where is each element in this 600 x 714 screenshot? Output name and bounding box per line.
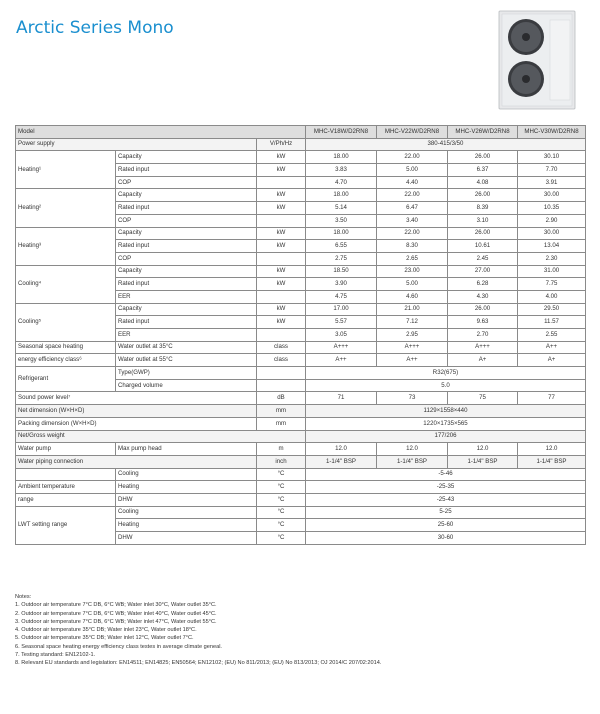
unit-cell: mm — [257, 405, 306, 418]
value-cell: 4.00 — [518, 290, 586, 303]
unit-cell: dB — [257, 392, 306, 405]
note-item: 6. Seasonal space heating energy efficiency class testes in average climate geneal. — [15, 643, 222, 650]
value-cell: 18.50 — [306, 265, 377, 278]
param-cell: Capacity — [116, 151, 257, 164]
unit-cell — [257, 290, 306, 303]
param-cell: Charged volume — [116, 379, 257, 392]
value-cell: 18.00 — [306, 189, 377, 202]
unit-cell: V/Ph/Hz — [257, 138, 306, 151]
value-cell: 1220×1735×565 — [306, 417, 586, 430]
group-label-line: range — [16, 493, 116, 506]
value-cell: 8.30 — [377, 240, 448, 253]
unit-cell — [257, 214, 306, 227]
page-title: Arctic Series Mono — [16, 18, 174, 38]
unit-cell — [257, 329, 306, 342]
unit-cell: kW — [257, 265, 306, 278]
param-cell: Cooling — [116, 506, 257, 519]
unit-cell: class — [257, 354, 306, 367]
value-cell: 27.00 — [448, 265, 518, 278]
unit-cell: kW — [257, 189, 306, 202]
value-cell: 4.30 — [448, 290, 518, 303]
value-cell: 3.05 — [306, 329, 377, 342]
param-cell: COP — [116, 252, 257, 265]
unit-cell: kW — [257, 240, 306, 253]
value-cell: 4.40 — [377, 176, 448, 189]
group-label: Cooling⁵ — [16, 303, 116, 341]
group-label-line: energy efficiency class⁶ — [16, 354, 116, 367]
table-row — [16, 430, 586, 443]
group-label-line: Ambient temperature — [16, 481, 116, 494]
group-label: LWT setting range — [16, 506, 116, 544]
model-name: MHC-V22W/D2RN8 — [377, 126, 448, 139]
param-cell: Heating — [116, 519, 257, 532]
param-cell: Rated input — [116, 240, 257, 253]
value-cell: R32(675) — [306, 367, 586, 380]
table-row — [16, 265, 586, 278]
value-cell: 4.60 — [377, 290, 448, 303]
value-cell: 3.50 — [306, 214, 377, 227]
value-cell: A++ — [306, 354, 377, 367]
value-cell: 26.00 — [448, 303, 518, 316]
group-label-line: Seasonal space heating — [16, 341, 116, 354]
unit-cell: kW — [257, 316, 306, 329]
table-row — [16, 189, 586, 202]
param-cell: Max pump head — [116, 443, 257, 456]
unit-cell: kW — [257, 278, 306, 291]
table-row — [16, 367, 586, 380]
group-label: Refrigerant — [16, 367, 116, 392]
unit-cell: °C — [257, 468, 306, 481]
param-cell: DHW — [116, 532, 257, 545]
value-cell: 71 — [306, 392, 377, 405]
value-cell: 1-1/4" BSP — [518, 455, 586, 468]
param-cell: Water outlet at 35°C — [116, 341, 257, 354]
unit-cell: class — [257, 341, 306, 354]
value-cell: A+++ — [377, 341, 448, 354]
value-cell: 2.75 — [306, 252, 377, 265]
value-cell: 9.63 — [448, 316, 518, 329]
value-cell: 2.70 — [448, 329, 518, 342]
value-cell: 21.00 — [377, 303, 448, 316]
group-label: Heating³ — [16, 227, 116, 265]
param-cell: Type(GWP) — [116, 367, 257, 380]
model-name: MHC-V18W/D2RN8 — [306, 126, 377, 139]
note-item: 2. Outdoor air temperature 7°C DB, 6°C WB; Water inlet 40°C, Water outlet 45°C. — [15, 610, 217, 617]
note-item: 8. Relevant EU standards and legislation: EN14511; EN14825; EN50564; EN12102; (EU) No 811/2013; (EU) No 813/2013; OJ 2014/C 207/02:2014. — [15, 660, 382, 667]
table-row — [16, 227, 586, 240]
value-cell: 8.39 — [448, 202, 518, 215]
unit-cell: °C — [257, 532, 306, 545]
model-name: MHC-V30W/D2RN8 — [518, 126, 586, 139]
value-cell: 31.00 — [518, 265, 586, 278]
value-cell: 6.55 — [306, 240, 377, 253]
table-row — [16, 392, 586, 405]
value-cell: 7.12 — [377, 316, 448, 329]
param-cell: Cooling — [116, 468, 257, 481]
value-cell: 10.35 — [518, 202, 586, 215]
value-cell: 177/206 — [306, 430, 586, 443]
value-cell: 2.95 — [377, 329, 448, 342]
table-row — [16, 443, 586, 456]
value-cell: 18.00 — [306, 227, 377, 240]
unit-cell — [257, 176, 306, 189]
value-cell: 77 — [518, 392, 586, 405]
value-cell: 2.90 — [518, 214, 586, 227]
value-cell: 2.30 — [518, 252, 586, 265]
value-cell: -25-35 — [306, 481, 586, 494]
value-cell: 1129×1558×440 — [306, 405, 586, 418]
table-row — [16, 138, 586, 151]
table-row — [16, 493, 586, 506]
param-cell: Rated input — [116, 278, 257, 291]
value-cell: 29.50 — [518, 303, 586, 316]
group-label: Cooling⁴ — [16, 265, 116, 303]
value-cell: 17.00 — [306, 303, 377, 316]
value-cell: 6.47 — [377, 202, 448, 215]
value-cell: 26.00 — [448, 189, 518, 202]
param-cell: Water outlet at 55°C — [116, 354, 257, 367]
row-label: Packing dimension (W×H×D) — [16, 417, 257, 430]
value-cell: 1-1/4" BSP — [377, 455, 448, 468]
model-name: MHC-V26W/D2RN8 — [448, 126, 518, 139]
value-cell: 30.00 — [518, 227, 586, 240]
value-cell: A+++ — [306, 341, 377, 354]
value-cell: 4.75 — [306, 290, 377, 303]
note-item: 7. Testing standard: EN12102-1. — [15, 652, 96, 659]
row-label: Net/Gross weight — [16, 430, 306, 443]
table-row — [16, 468, 586, 481]
note-item: 4. Outdoor air temperature 35°C DB; Water inlet 23°C, Water outlet 18°C. — [15, 627, 197, 634]
row-label: Sound power level⁷ — [16, 392, 257, 405]
value-cell: 5.57 — [306, 316, 377, 329]
value-cell: 12.0 — [518, 443, 586, 456]
value-cell: 12.0 — [377, 443, 448, 456]
value-cell: 26.00 — [448, 227, 518, 240]
value-cell: 5.00 — [377, 164, 448, 177]
value-cell: 6.28 — [448, 278, 518, 291]
value-cell: 2.55 — [518, 329, 586, 342]
note-item: 1. Outdoor air temperature 7°C DB, 6°C WB; Water inlet 30°C, Water outlet 35°C. — [15, 602, 217, 609]
value-cell: 18.00 — [306, 151, 377, 164]
unit-cell: °C — [257, 519, 306, 532]
param-cell: EER — [116, 329, 257, 342]
value-cell: 1-1/4" BSP — [448, 455, 518, 468]
value-cell: 4.08 — [448, 176, 518, 189]
value-cell: A+ — [518, 354, 586, 367]
group-label: Heating¹ — [16, 151, 116, 189]
value-cell: 12.0 — [306, 443, 377, 456]
param-cell: COP — [116, 176, 257, 189]
param-cell: Capacity — [116, 227, 257, 240]
value-cell: 4.70 — [306, 176, 377, 189]
value-cell: A++ — [518, 341, 586, 354]
value-cell: 5.00 — [377, 278, 448, 291]
notes-heading: Notes: — [15, 594, 32, 600]
unit-cell: kW — [257, 202, 306, 215]
table-row — [16, 405, 586, 418]
value-cell: 30-60 — [306, 532, 586, 545]
value-cell: 25-60 — [306, 519, 586, 532]
param-cell: Capacity — [116, 265, 257, 278]
unit-cell: °C — [257, 481, 306, 494]
value-cell: 73 — [377, 392, 448, 405]
value-cell: 26.00 — [448, 151, 518, 164]
unit-cell: mm — [257, 417, 306, 430]
spec-table — [15, 125, 586, 545]
value-cell: 6.37 — [448, 164, 518, 177]
value-cell: 5.0 — [306, 379, 586, 392]
value-cell: 2.65 — [377, 252, 448, 265]
table-row — [16, 341, 586, 354]
param-cell: Rated input — [116, 164, 257, 177]
value-cell: 3.40 — [377, 214, 448, 227]
param-cell: Capacity — [116, 189, 257, 202]
value-cell: A+++ — [448, 341, 518, 354]
value-cell: 2.45 — [448, 252, 518, 265]
unit-cell: kW — [257, 164, 306, 177]
table-row — [16, 354, 586, 367]
value-cell: 7.70 — [518, 164, 586, 177]
value-cell: -25-43 — [306, 493, 586, 506]
unit-cell: m — [257, 443, 306, 456]
value-cell: A+ — [448, 354, 518, 367]
value-cell: 380-415/3/50 — [306, 138, 586, 151]
value-cell: -5-46 — [306, 468, 586, 481]
group-label: Heating² — [16, 189, 116, 227]
table-row — [16, 455, 586, 468]
value-cell: 22.00 — [377, 151, 448, 164]
param-cell: Capacity — [116, 303, 257, 316]
row-label: Water pump — [16, 443, 116, 456]
value-cell: 3.10 — [448, 214, 518, 227]
value-cell: 22.00 — [377, 227, 448, 240]
table-row — [16, 506, 586, 519]
value-cell: 3.83 — [306, 164, 377, 177]
value-cell: 75 — [448, 392, 518, 405]
outdoor-unit-image — [498, 10, 576, 110]
unit-cell: kW — [257, 303, 306, 316]
unit-cell: kW — [257, 227, 306, 240]
value-cell: A++ — [377, 354, 448, 367]
value-cell: 1-1/4" BSP — [306, 455, 377, 468]
value-cell: 7.75 — [518, 278, 586, 291]
unit-cell: kW — [257, 151, 306, 164]
param-cell: DHW — [116, 493, 257, 506]
value-cell: 3.90 — [306, 278, 377, 291]
row-label: Net dimension (W×H×D) — [16, 405, 257, 418]
value-cell: 10.61 — [448, 240, 518, 253]
param-cell: Heating — [116, 481, 257, 494]
value-cell: 23.00 — [377, 265, 448, 278]
value-cell: 12.0 — [448, 443, 518, 456]
param-cell: COP — [116, 214, 257, 227]
notes — [15, 593, 585, 668]
note-item: 5. Outdoor air temperature 35°C DB; Water inlet 12°C, Water outlet 7°C. — [15, 635, 194, 642]
row-label: Power supply — [16, 138, 257, 151]
value-cell: 11.57 — [518, 316, 586, 329]
param-cell: Rated input — [116, 202, 257, 215]
param-cell: Rated input — [116, 316, 257, 329]
value-cell: 30.00 — [518, 189, 586, 202]
unit-cell — [257, 252, 306, 265]
value-cell: 22.00 — [377, 189, 448, 202]
table-row — [16, 151, 586, 164]
note-item: 3. Outdoor air temperature 7°C DB, 6°C WB; Water inlet 47°C, Water outlet 55°C. — [15, 618, 217, 625]
unit-cell: °C — [257, 506, 306, 519]
table-header-row — [16, 126, 586, 139]
value-cell: 30.10 — [518, 151, 586, 164]
table-row — [16, 303, 586, 316]
table-row — [16, 481, 586, 494]
unit-cell: °C — [257, 493, 306, 506]
unit-cell: inch — [257, 455, 306, 468]
value-cell: 5.14 — [306, 202, 377, 215]
row-label: Water piping connection — [16, 455, 257, 468]
value-cell: 13.04 — [518, 240, 586, 253]
model-header: Model — [16, 126, 306, 139]
value-cell: 3.91 — [518, 176, 586, 189]
table-row — [16, 417, 586, 430]
param-cell: EER — [116, 290, 257, 303]
value-cell: 5-25 — [306, 506, 586, 519]
